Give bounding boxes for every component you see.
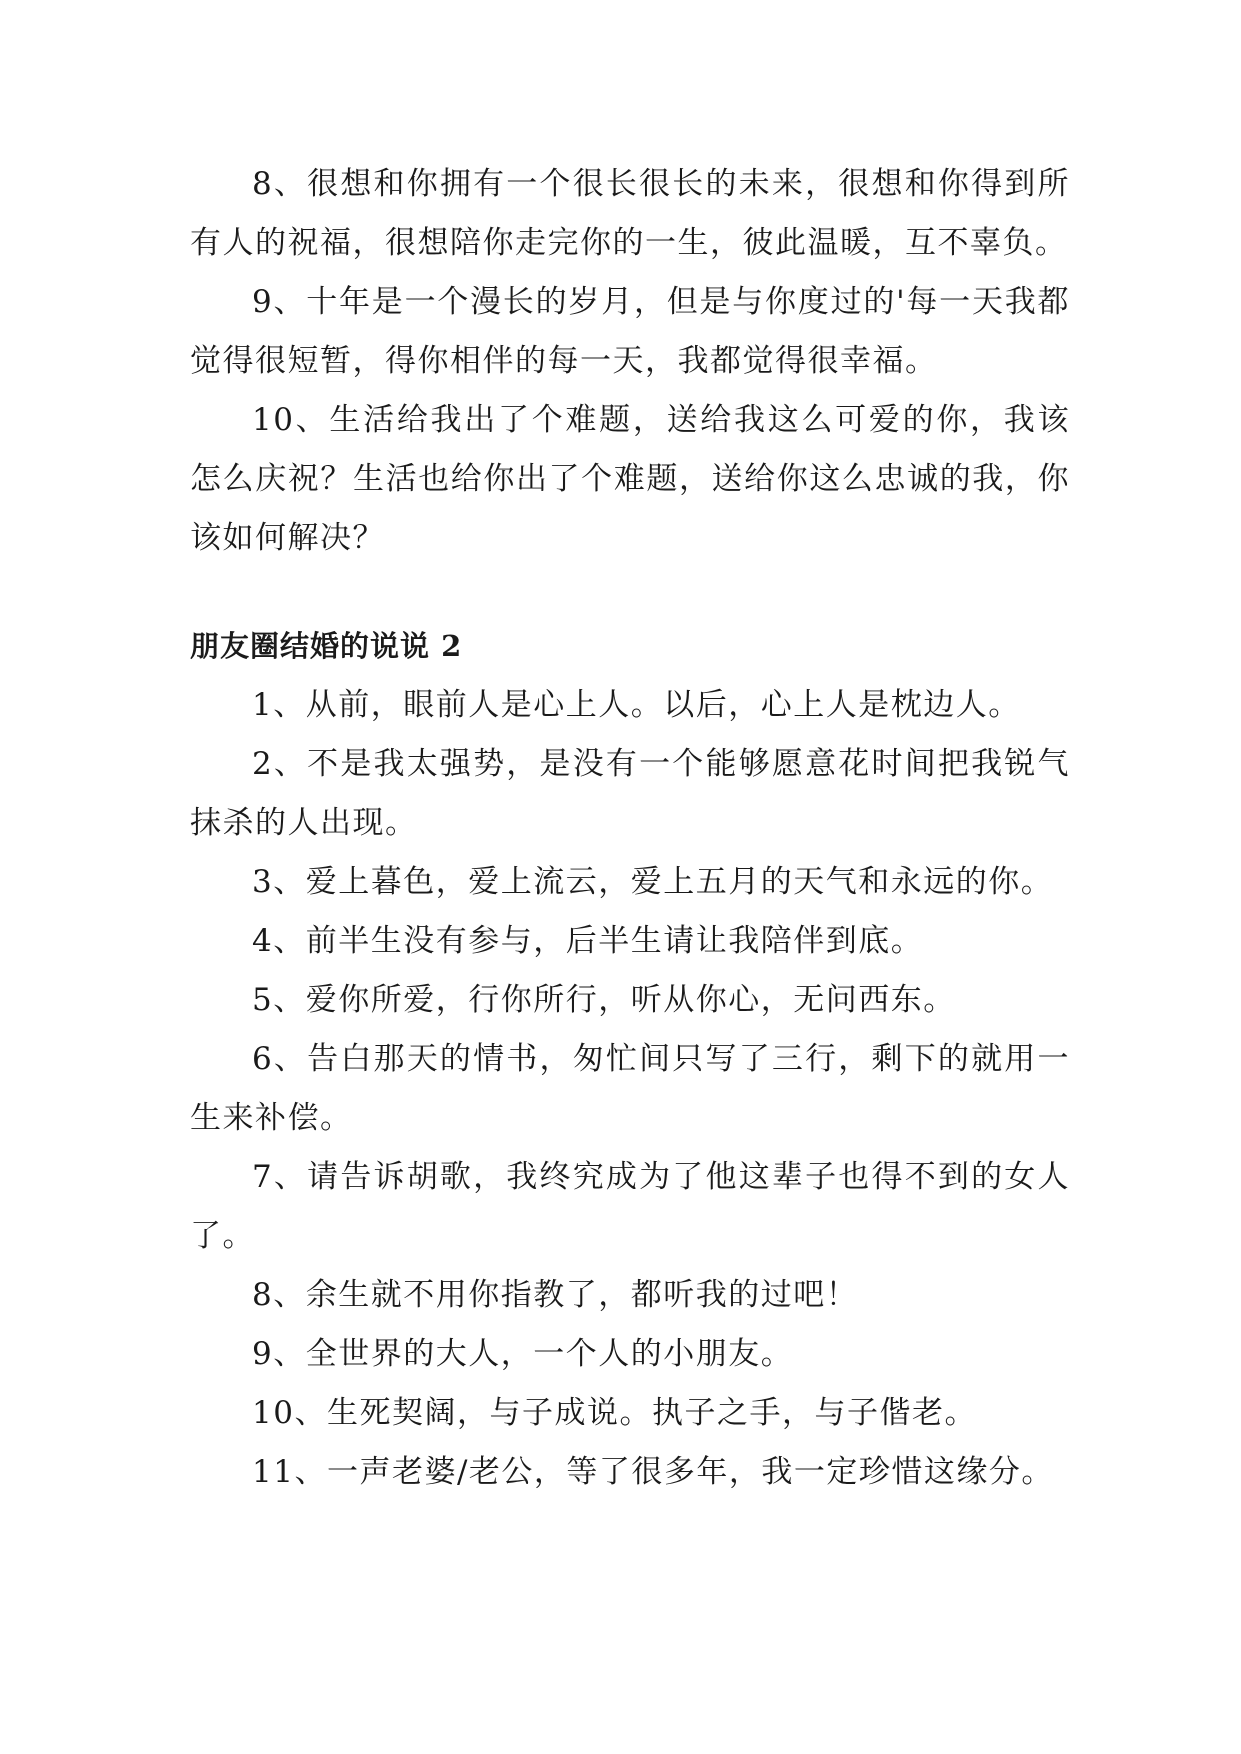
- section-2: [190, 617, 1070, 1502]
- quote-item: 10、生活给我出了个难题，送给我这么可爱的你，我该怎么庆祝？生活也给你出了个难题，送给你这么忠诚的我，你该如何解决？: [190, 402, 1070, 556]
- quote-item: 8、余生就不用你指教了，都听我的过吧！: [252, 1277, 859, 1313]
- quote-item: 11、一声老婆/老公，等了很多年，我一定珍惜这缘分。: [252, 1454, 1054, 1490]
- section-heading: 朋友圈结婚的说说 2: [190, 629, 463, 663]
- section-1: [190, 155, 1070, 568]
- quote-item: 9、全世界的大人，一个人的小朋友。: [252, 1336, 794, 1372]
- quote-item: 8、很想和你拥有一个很长很长的未来，很想和你得到所有人的祝福，很想陪你走完你的一生，彼此温暖，互不辜负。: [190, 166, 1070, 261]
- quote-item: 5、爱你所爱，行你所行，听从你心，无问西东。: [252, 982, 956, 1018]
- quote-item: 6、告白那天的情书，匆忙间只写了三行，剩下的就用一生来补偿。: [190, 1041, 1070, 1136]
- quote-item: 7、请告诉胡歌，我终究成为了他这辈子也得不到的女人了。: [190, 1159, 1070, 1254]
- quote-item: 3、爱上暮色，爱上流云，爱上五月的天气和永远的你。: [252, 864, 1054, 900]
- quote-item: 1、从前，眼前人是心上人。以后，心上人是枕边人。: [252, 687, 1021, 723]
- quote-item: 4、前半生没有参与，后半生请让我陪伴到底。: [252, 923, 924, 959]
- quote-item: 9、十年是一个漫长的岁月，但是与你度过的'每一天我都觉得很短暂，得你相伴的每一天，我都觉得很幸福。: [190, 284, 1070, 379]
- quote-item: 2、不是我太强势，是没有一个能够愿意花时间把我锐气抹杀的人出现。: [190, 746, 1070, 841]
- quote-item: 10、生死契阔，与子成说。执子之手，与子偕老。: [252, 1395, 977, 1431]
